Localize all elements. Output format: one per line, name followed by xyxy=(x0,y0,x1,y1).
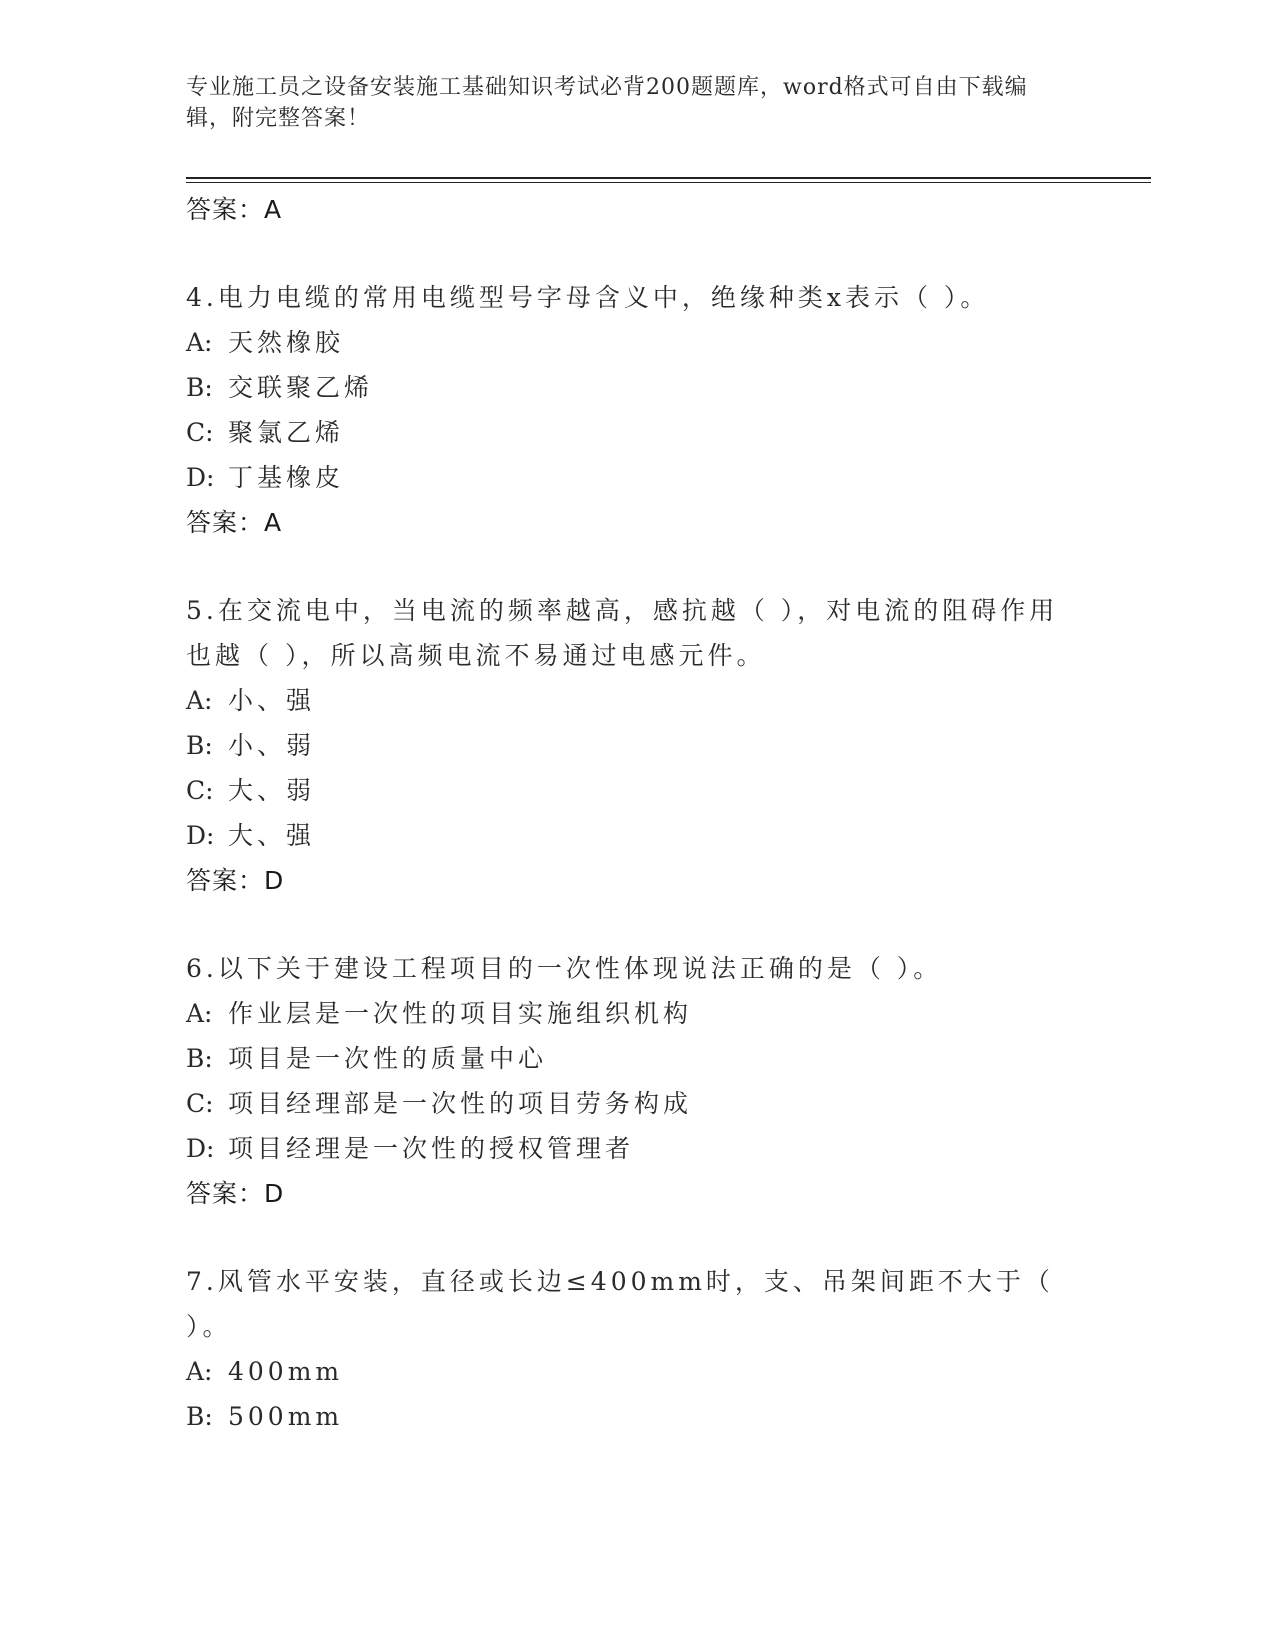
header-divider-thin xyxy=(186,182,1151,183)
option-text: 500mm xyxy=(228,1402,344,1431)
question-text: 6.以下关于建设工程项目的一次性体现说法正确的是（ ）。 xyxy=(186,954,943,983)
option-b xyxy=(186,1036,1086,1081)
option-letter: C: xyxy=(186,1089,214,1118)
option-b xyxy=(186,723,1086,768)
option-letter: D: xyxy=(186,1134,215,1163)
answer-line: 答案：A xyxy=(186,508,283,537)
option-letter: B: xyxy=(186,1044,213,1073)
option-c xyxy=(186,768,1086,813)
option-text: 小、强 xyxy=(228,686,316,715)
question-block xyxy=(186,275,1086,545)
option-text: 交联聚乙烯 xyxy=(228,373,374,402)
option-letter: B: xyxy=(186,373,213,402)
option-a xyxy=(186,678,1086,723)
question-list xyxy=(186,187,1086,1439)
option-b xyxy=(186,365,1086,410)
option-b xyxy=(186,1394,1086,1439)
option-letter: C: xyxy=(186,418,214,447)
option-text: 天然橡胶 xyxy=(228,328,345,357)
option-c xyxy=(186,410,1086,455)
answer-line: 答案：D xyxy=(186,1179,285,1208)
option-text: 400mm xyxy=(228,1357,344,1386)
option-letter: D: xyxy=(186,821,215,850)
option-a xyxy=(186,1349,1086,1394)
header-divider-thick xyxy=(186,177,1151,179)
option-a xyxy=(186,320,1086,365)
option-text: 作业层是一次性的项目实施组织机构 xyxy=(228,999,693,1028)
option-text: 聚氯乙烯 xyxy=(228,418,345,447)
question-text: 4.电力电缆的常用电缆型号字母含义中，绝缘种类x表示（ ）。 xyxy=(186,283,990,312)
option-letter: B: xyxy=(186,731,213,760)
option-text: 项目经理部是一次性的项目劳务构成 xyxy=(228,1089,693,1118)
page-header: 专业施工员之设备安装施工基础知识考试必背200题题库，word格式可自由下载编辑，附完整答案！ xyxy=(186,75,1028,131)
option-text: 丁基橡皮 xyxy=(228,463,345,492)
question-text: 7.风管水平安装，直径或长边≤400mm时，支、吊架间距不大于（ ）。 xyxy=(186,1267,1054,1341)
option-letter: A: xyxy=(186,1357,213,1386)
option-text: 项目是一次性的质量中心 xyxy=(228,1044,548,1073)
option-letter: A: xyxy=(186,999,213,1028)
option-text: 大、弱 xyxy=(228,776,316,805)
question-block xyxy=(186,1259,1086,1439)
option-a xyxy=(186,991,1086,1036)
option-letter: D: xyxy=(186,463,215,492)
question-block xyxy=(186,946,1086,1216)
option-letter: A: xyxy=(186,686,213,715)
option-letter: C: xyxy=(186,776,214,805)
option-text: 项目经理是一次性的授权管理者 xyxy=(228,1134,635,1163)
option-d xyxy=(186,1126,1086,1171)
option-text: 大、强 xyxy=(228,821,316,850)
answer-line: 答案：A xyxy=(186,195,283,224)
option-text: 小、弱 xyxy=(228,731,316,760)
option-letter: A: xyxy=(186,328,213,357)
option-d xyxy=(186,455,1086,500)
option-letter: B: xyxy=(186,1402,213,1431)
question-text: 5.在交流电中，当电流的频率越高，感抗越（ ），对电流的阻碍作用也越（ ），所以高频电流不易通过电感元件。 xyxy=(186,596,1059,670)
answer-line: 答案：D xyxy=(186,866,285,895)
option-d xyxy=(186,813,1086,858)
question-block xyxy=(186,588,1086,903)
option-c xyxy=(186,1081,1086,1126)
